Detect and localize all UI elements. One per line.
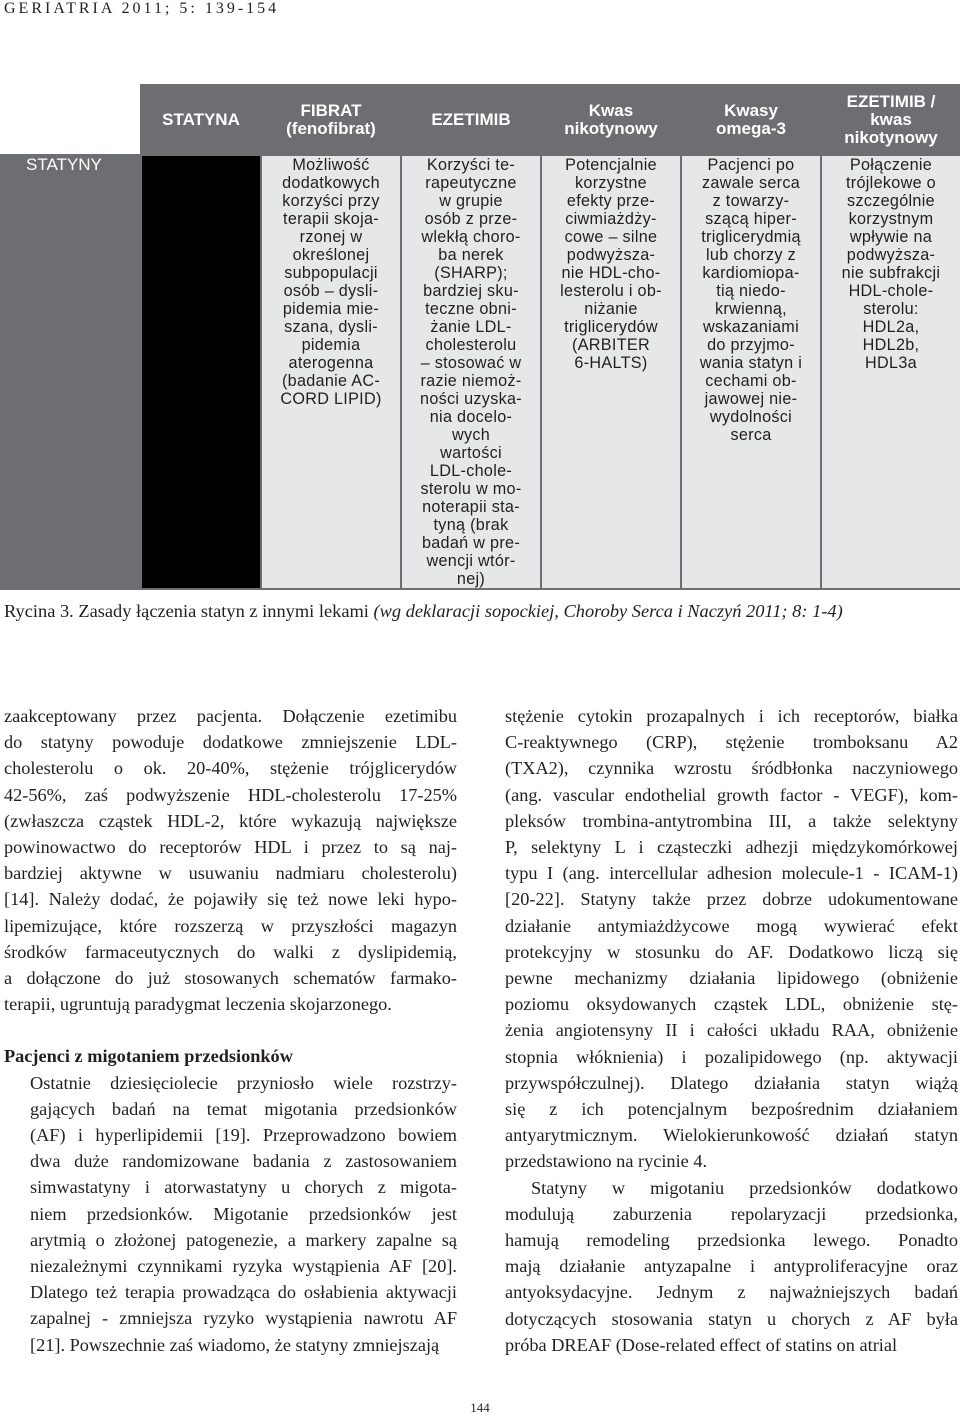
text-line: (TXA2), czynnika wzrostu śródbłonka naczyniowego — [505, 758, 958, 779]
cell-line: niżanie — [584, 300, 638, 318]
text-line: terapii, ugruntują paradygmat leczenia skojarzonego. — [4, 994, 392, 1015]
section-heading: Pacjenci z migotaniem przedsionków — [4, 1046, 293, 1067]
text-line: lipemizujące, które rozszerzą w przyszłości magazyn — [4, 915, 457, 936]
cell-line: terapii skoja- — [283, 210, 379, 228]
cell-line: z towarzy- — [712, 192, 790, 210]
text-line: pleksów trombina-antytrombina III, a także selektyny — [505, 810, 958, 831]
col-header-kwas-nikotynowy: Kwas nikotynowy — [541, 85, 681, 155]
text-line: C-reaktywnego (CRP), stężenie tromboksanu A2 — [505, 732, 958, 753]
cell-line: – stosować w — [420, 354, 522, 372]
text-line: dotyczących stosowania statyn u chorych z AF była — [505, 1308, 958, 1329]
col-header-statyna: STATYNA — [141, 85, 261, 155]
text-line: (AF) i hyperlipidemii [19]. Przeprowadzono bowiem — [30, 1125, 457, 1146]
cell-line: krwienną, — [715, 300, 787, 318]
cell-line: badań w pre- — [421, 534, 521, 552]
text-line: bardziej aktywne w usuwaniu nadmiaru cholesterolu) — [4, 863, 457, 884]
cell-line: wencji wtór- — [426, 552, 516, 570]
cell-line: tią niedo- — [716, 282, 786, 300]
cell-line: HDL2a, — [862, 318, 920, 336]
cell-line: wlekłą choro- — [421, 228, 521, 246]
right-paragraph-1 — [505, 703, 958, 1175]
cell-line: wych — [451, 426, 491, 444]
text-line: przywspółczulnej). Dlatego działania statyn wiążą — [505, 1072, 958, 1093]
cell-line: Połączenie — [849, 156, 933, 174]
caption-label: Rycina 3. Zasady łączenia statyn z innymi lekami — [4, 601, 374, 621]
col-header-ezetimib: EZETIMIB — [401, 85, 541, 155]
cell-line: wpływie na — [849, 228, 933, 246]
cell-line: CORD LIPID) — [280, 390, 382, 408]
cell-line: nej) — [456, 570, 486, 588]
text-line: Statyny w migotaniu przedsionków dodatkowo — [531, 1177, 958, 1198]
right-paragraph-2 — [505, 1175, 958, 1358]
cell-line: razie niemoż- — [420, 372, 522, 390]
text-line: protekcyjny w stosunku do AF. Dodatkowo liczą się — [505, 941, 958, 962]
cell-line: teczne obni- — [425, 300, 517, 318]
text-line: 42-56%, zaś podwyższenie HDL-cholesterolu 17-25% — [4, 784, 457, 805]
text-line: cholesterolu o ok. 20-40%, stężenie trójglicerydów — [4, 758, 457, 779]
col-header-kwasy-omega: Kwasy omega-3 — [681, 85, 821, 155]
cell-line: podwyższa- — [566, 246, 656, 264]
figure-caption — [4, 600, 843, 622]
cell-ezetimib — [401, 155, 541, 589]
cell-line: serca — [730, 426, 772, 444]
cell-line: aterogenna — [288, 354, 374, 372]
row-header-statyny: STATYNY — [1, 155, 141, 589]
text-line: mają działanie antyzapalne i antyproliferacyjne oraz — [505, 1256, 958, 1277]
page-number: 144 — [470, 1400, 490, 1415]
table-row-statyny — [1, 155, 960, 589]
cell-line: ciwmiażdży- — [565, 210, 657, 228]
text-line: (zwłaszcza cząstek HDL-2, które wykazują największe — [4, 810, 457, 831]
text-line: [20-22]. Statyny także przez dobrze udokumentowane — [505, 889, 958, 910]
left-text-column — [4, 703, 457, 1358]
cell-line: zawale serca — [701, 174, 801, 192]
col-header-ezetimib-kwas: EZETIMIB / kwas nikotynowy — [821, 85, 960, 155]
cell-line: noterapii sta- — [422, 498, 520, 516]
text-line: środków farmaceutycznych do walki z dyslipidemią, — [4, 941, 457, 962]
text-line: [21]. Powszechnie zaś wiadomo, że statyny zmniejszają — [30, 1334, 440, 1355]
cell-line: korzystnym — [848, 210, 934, 228]
text-line: się z ich potencjalnym bezpośrednim działaniem — [505, 1099, 958, 1120]
text-line: żenia angiotensyny II i całości układu RAA, obniżenie — [505, 1020, 958, 1041]
cell-ezetimib-kwas — [821, 155, 960, 589]
cell-line: wania statyn i — [699, 354, 803, 372]
table-header-row — [1, 85, 960, 155]
cell-line: Potencjalnie — [565, 156, 657, 174]
text-line: pewne mechanizmy działania lipidowego (obniżenie — [505, 968, 958, 989]
cell-line: wskazaniami — [703, 318, 799, 336]
running-title: GERIATRIA 2011; 5: 139-154 — [4, 0, 280, 17]
cell-line: osób z prze- — [424, 210, 518, 228]
cell-line: LDL-chole- — [429, 462, 513, 480]
cell-line: ba nerek — [438, 246, 504, 264]
cell-kwas-nikotynowy — [541, 155, 681, 589]
cell-line: sterolu w mo- — [420, 480, 522, 498]
text-line: poziomu oksydowanych cząstek LDL, obniżenie stę- — [505, 994, 958, 1015]
cell-line: szczególnie — [847, 192, 935, 210]
cell-line: HDL2b, — [862, 336, 920, 354]
text-line: próba DREAF (Dose-related effect of statins on atrial — [505, 1334, 898, 1355]
text-line: typu I (ang. intercellular adhesion molecule-1 - ICAM-1) — [505, 863, 958, 884]
text-line: (ang. vascular endothelial growth factor - VEGF), kom- — [505, 784, 958, 805]
cell-line: pidemia mie- — [282, 300, 380, 318]
cell-line: korzystne — [575, 174, 647, 192]
text-line: antyoksydacyjne. Jednym z najważniejszych badań — [505, 1282, 958, 1303]
text-line: [14]. Należy dodać, że pojawiły się też nowe leki hypo- — [4, 889, 457, 910]
text-line: zaakceptowany przez pacjenta. Dołączenie ezetimibu — [4, 706, 457, 726]
cell-line: określonej — [292, 246, 370, 264]
cell-line: wydolności — [709, 408, 793, 426]
cell-line: osób – dysli- — [283, 282, 379, 300]
cell-line: Możliwość — [292, 156, 370, 174]
cell-line: 6-HALTS) — [574, 354, 648, 372]
text-line: niezależnymi czynnikami ryzyka wystąpienia AF [20]. — [30, 1256, 457, 1277]
cell-line: rzonej w — [299, 228, 363, 246]
cell-line: dodatkowych — [282, 174, 380, 192]
table-corner — [1, 85, 141, 155]
text-line: Ostatnie dziesięciolecie przyniosło wiele rozstrzy- — [30, 1072, 457, 1093]
cell-line: Pacjenci po — [707, 156, 795, 174]
left-paragraph-1 — [4, 703, 457, 1017]
cell-line: lesterolu i ob- — [560, 282, 662, 300]
cell-line: triglicerydmią — [701, 228, 801, 246]
cell-line: (badanie AC- — [281, 372, 381, 390]
cell-line: korzyści przy — [282, 192, 380, 210]
text-line: Dlatego też terapia prowadząca do osłabienia aktywacji — [30, 1282, 457, 1303]
text-line: hamują remodeling przedsionka lewego. Ponadto — [505, 1230, 958, 1251]
cell-kwasy-omega — [681, 155, 821, 589]
cell-line: efekty prze- — [566, 192, 656, 210]
cell-line: cholesterolu — [425, 336, 517, 354]
cell-line: bardziej sku- — [423, 282, 519, 300]
cell-line: nie HDL-cho- — [561, 264, 661, 282]
text-line: stężenie cytokin prozapalnych i ich receptorów, białka — [505, 706, 958, 726]
statin-combination-table — [0, 84, 960, 590]
cell-line: lub chorzy z — [706, 246, 796, 264]
text-line: simwastatyny i atorwastatyny u chorych z migota- — [30, 1177, 457, 1198]
cell-line: cechami ob- — [705, 372, 797, 390]
cell-line: szana, dysli- — [284, 318, 378, 336]
cell-line: (ARBITER — [572, 336, 650, 354]
cell-line: tyną (brak — [433, 516, 509, 534]
cell-line: trójlekowe o — [846, 174, 936, 192]
text-line: a dołączone do już stosowanych schematów farmako- — [4, 968, 457, 989]
text-line: przedstawiono na rycinie 4. — [505, 1151, 708, 1172]
cell-line: Korzyści te- — [426, 156, 516, 174]
cell-line: cowe – silne — [564, 228, 658, 246]
text-line: arytmią o złożonej patogenezie, a markery zapalne są — [30, 1229, 457, 1250]
cell-line: HDL-chole- — [848, 282, 934, 300]
text-line: modulują zaburzenia repolaryzacji przedsionka, — [505, 1203, 958, 1224]
text-line: stopnia włóknienia) i pozalipidowego (np. aktywacji — [505, 1046, 958, 1067]
cell-line: (SHARP); — [434, 264, 508, 282]
text-line: działanie antymiażdżycowe mogą wywierać efekt — [505, 915, 958, 936]
text-line: zapalnej - zmniejsza ryzyko wystąpienia nawrotu AF — [30, 1308, 457, 1329]
left-paragraph-2 — [4, 1070, 457, 1358]
text-line: antyarytmicznym. Wielokierunkowość działań statyn — [505, 1125, 958, 1146]
text-line: powinowactwo do receptorów HDL i przez to są naj- — [4, 837, 457, 858]
statyna-self-cell — [141, 155, 261, 589]
cell-line: HDL3a — [865, 354, 917, 372]
text-line: niem przedsionków. Migotanie przedsionków jest — [30, 1203, 457, 1224]
cell-line: triglicerydów — [564, 318, 658, 336]
col-header-fibrat: FIBRAT (fenofibrat) — [261, 85, 401, 155]
cell-line: pidemia — [301, 336, 361, 354]
cell-line: żanie LDL- — [430, 318, 512, 336]
cell-line: podwyższa- — [846, 246, 936, 264]
cell-line: wartości — [440, 444, 502, 462]
cell-line: sterolu: — [863, 300, 919, 318]
cell-line: nia docelo- — [429, 408, 513, 426]
right-text-column — [505, 703, 958, 1358]
cell-line: nie subfrakcji — [841, 264, 941, 282]
cell-line: do przyjmo- — [707, 336, 795, 354]
cell-line: ności uzyska- — [420, 390, 522, 408]
caption-source: (wg deklaracji sopockiej, Choroby Serca i Naczyń 2011; 8: 1-4) — [373, 601, 843, 621]
cell-line: subpopulacji — [284, 264, 378, 282]
text-line: do statyny powoduje dodatkowe zmniejszenie LDL- — [4, 732, 457, 753]
cell-line: szącą hiper- — [705, 210, 797, 228]
cell-line: w grupie — [439, 192, 503, 210]
cell-line: kardiomiopa- — [702, 264, 800, 282]
cell-fibrat — [261, 155, 401, 589]
cell-line: rapeutyczne — [425, 174, 517, 192]
text-line: P, selektyny L i cząsteczki adhezji międzykomórkowej — [505, 837, 958, 858]
cell-line: jawowej nie- — [704, 390, 798, 408]
text-line: dwa duże randomizowane badania z zastosowaniem — [30, 1151, 457, 1172]
text-line: gających badań na temat migotania przedsionków — [30, 1098, 457, 1119]
